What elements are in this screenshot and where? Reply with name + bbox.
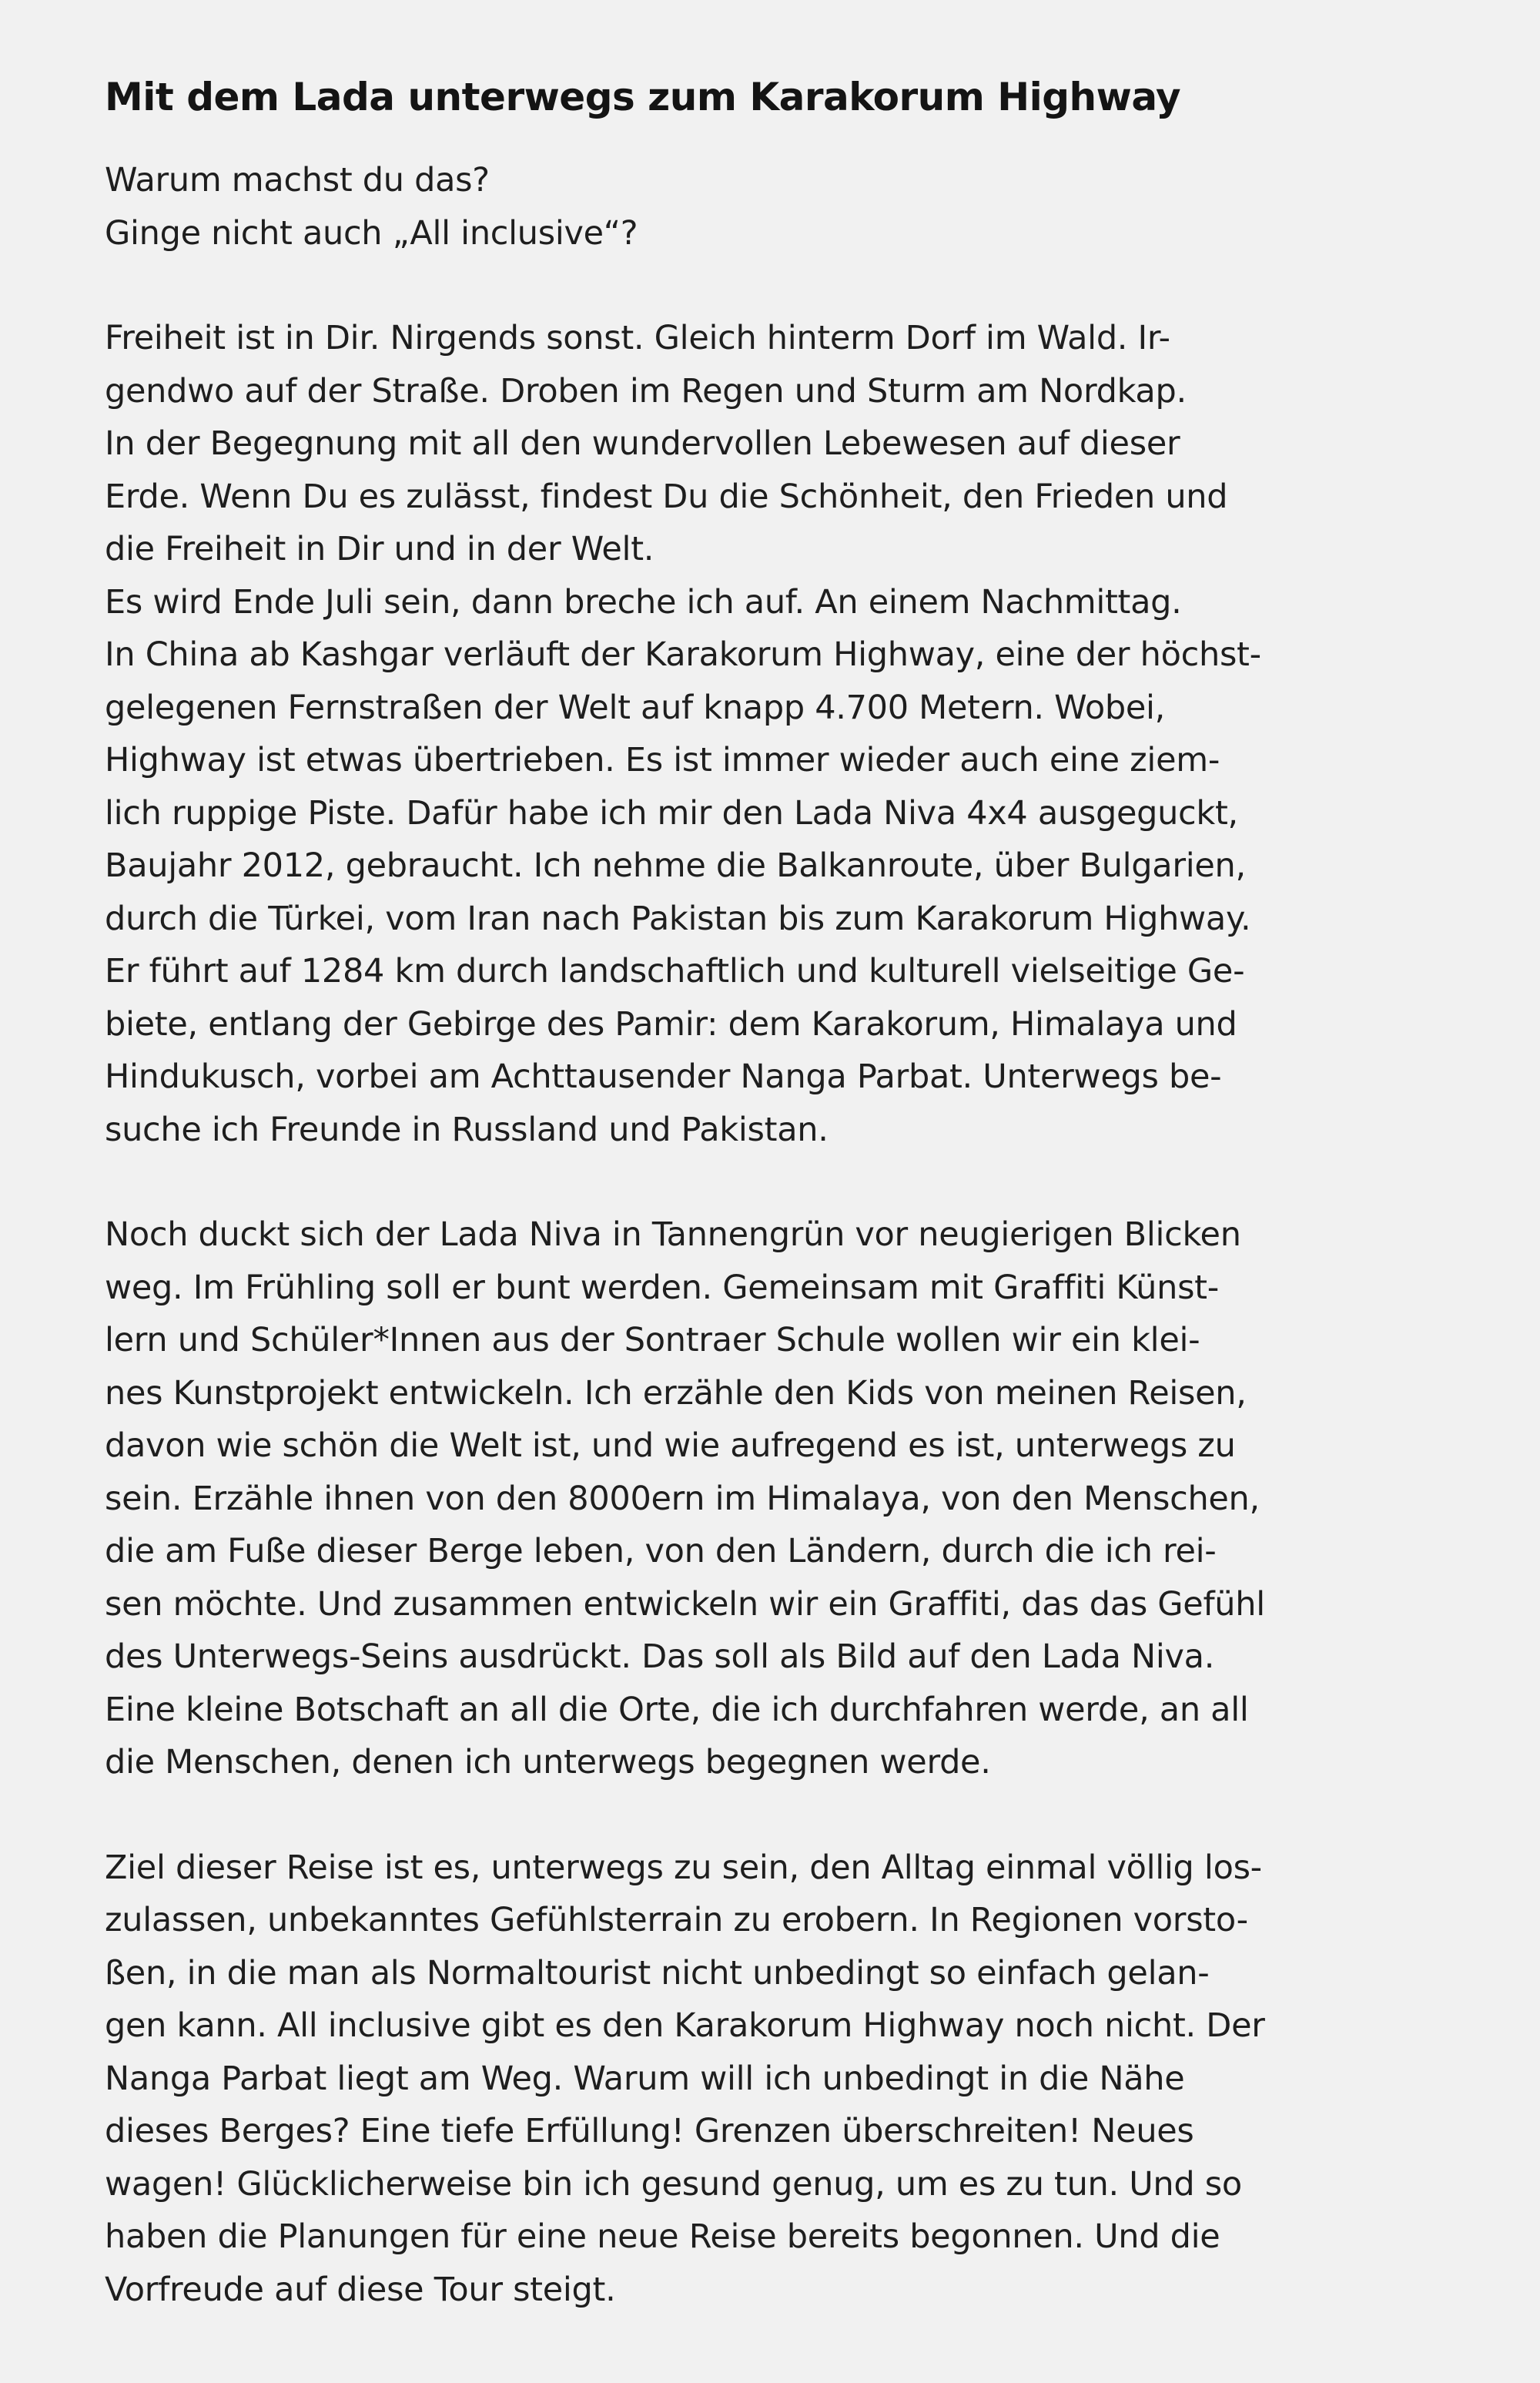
- text-line: Nanga Parbat liegt am Weg. Warum will ich unbedingt in die Nähe: [105, 2059, 1185, 2098]
- text-line: durch die Türkei, vom Iran nach Pakistan bis zum Karakorum Highway.: [105, 899, 1251, 938]
- text-line: nes Kunstprojekt entwickeln. Ich erzähle den Kids von meinen Reisen,: [105, 1373, 1247, 1413]
- text-line: In China ab Kashgar verläuft der Karakorum Highway, eine der höchst-: [105, 635, 1261, 674]
- text-line: Ziel dieser Reise ist es, unterwegs zu sein, den Alltag einmal völlig los-: [105, 1848, 1262, 1887]
- document-title: Mit dem Lada unterwegs zum Karakorum Highway: [105, 75, 1181, 119]
- text-line: gendwo auf der Straße. Droben im Regen und Sturm am Nordkap.: [105, 371, 1187, 411]
- text-line: Freiheit ist in Dir. Nirgends sonst. Gleich hinterm Dorf im Wald. Ir-: [105, 319, 1170, 357]
- document-body: [105, 154, 1460, 2316]
- text-line: gen kann. All inclusive gibt es den Karakorum Highway noch nicht. Der: [105, 2006, 1265, 2045]
- text-line: dieses Berges? Eine tiefe Erfüllung! Grenzen überschreiten! Neues: [105, 2112, 1194, 2150]
- text-line: davon wie schön die Welt ist, und wie aufregend es ist, unterwegs zu: [105, 1426, 1236, 1465]
- text-line: sen möchte. Und zusammen entwickeln wir ein Graffiti, das das Gefühl: [105, 1584, 1265, 1624]
- text-line: wagen! Glücklicherweise bin ich gesund genug, um es zu tun. Und so: [105, 2164, 1242, 2204]
- text-line: Baujahr 2012, gebraucht. Ich nehme die Balkanroute, über Bulgarien,: [105, 846, 1246, 885]
- text-line: sein. Erzähle ihnen von den 8000ern im Himalaya, von den Menschen,: [105, 1479, 1260, 1518]
- paragraph: [105, 1208, 1460, 1789]
- text-line: ßen, in die man als Normaltourist nicht unbedingt so einfach gelan-: [105, 1953, 1210, 1993]
- paragraph-spacer: [105, 260, 1460, 312]
- paragraph-spacer: [105, 1789, 1460, 1842]
- text-line: biete, entlang der Gebirge des Pamir: dem Karakorum, Himalaya und: [105, 1004, 1237, 1044]
- text-line: Ginge nicht auch „All inclusive“?: [105, 213, 638, 253]
- paragraph: [105, 154, 1460, 260]
- text-line: Noch duckt sich der Lada Niva in Tannengrün vor neugierigen Blicken: [105, 1215, 1241, 1254]
- text-line: lich ruppige Piste. Dafür habe ich mir den Lada Niva 4x4 ausgeguckt,: [105, 793, 1238, 833]
- text-line: die Menschen, denen ich unterwegs begegnen werde.: [105, 1743, 991, 1781]
- text-line: In der Begegnung mit all den wundervollen Lebewesen auf dieser: [105, 424, 1180, 463]
- paragraph-spacer: [105, 1156, 1460, 1208]
- text-line: Es wird Ende Juli sein, dann breche ich auf. An einem Nachmittag.: [105, 582, 1182, 622]
- paragraph: [105, 1842, 1460, 2317]
- document-page: [105, 74, 1460, 2316]
- text-line: Warum machst du das?: [105, 161, 490, 199]
- text-line: haben die Planungen für eine neue Reise bereits begonnen. Und die: [105, 2217, 1220, 2256]
- text-line: Er führt auf 1284 km durch landschaftlich und kulturell vielseitige Ge-: [105, 952, 1245, 990]
- text-line: Vorfreude auf diese Tour steigt.: [105, 2270, 616, 2309]
- paragraph: [105, 312, 1460, 1156]
- text-line: Erde. Wenn Du es zulässt, findest Du die Schönheit, den Frieden und: [105, 477, 1228, 516]
- text-line: weg. Im Frühling soll er bunt werden. Gemeinsam mit Graffiti Künst-: [105, 1268, 1219, 1307]
- text-line: lern und Schüler*Innen aus der Sontraer Schule wollen wir ein klei-: [105, 1321, 1200, 1359]
- text-line: Hindukusch, vorbei am Achttausender Nanga Parbat. Unterwegs be-: [105, 1057, 1222, 1096]
- text-line: die am Fuße dieser Berge leben, von den Ländern, durch die ich rei-: [105, 1532, 1217, 1570]
- text-line: gelegenen Fernstraßen der Welt auf knapp 4.700 Metern. Wobei,: [105, 688, 1166, 727]
- text-line: suche ich Freunde in Russland und Pakistan.: [105, 1110, 829, 1149]
- text-line: zulassen, unbekanntes Gefühlsterrain zu erobern. In Regionen vorsto-: [105, 1901, 1248, 1939]
- text-line: Highway ist etwas übertrieben. Es ist immer wieder auch eine ziem-: [105, 741, 1220, 779]
- text-line: die Freiheit in Dir und in der Welt.: [105, 530, 654, 568]
- text-line: des Unterwegs-Seins ausdrückt. Das soll als Bild auf den Lada Niva.: [105, 1637, 1215, 1676]
- text-line: Eine kleine Botschaft an all die Orte, die ich durchfahren werde, an all: [105, 1690, 1249, 1729]
